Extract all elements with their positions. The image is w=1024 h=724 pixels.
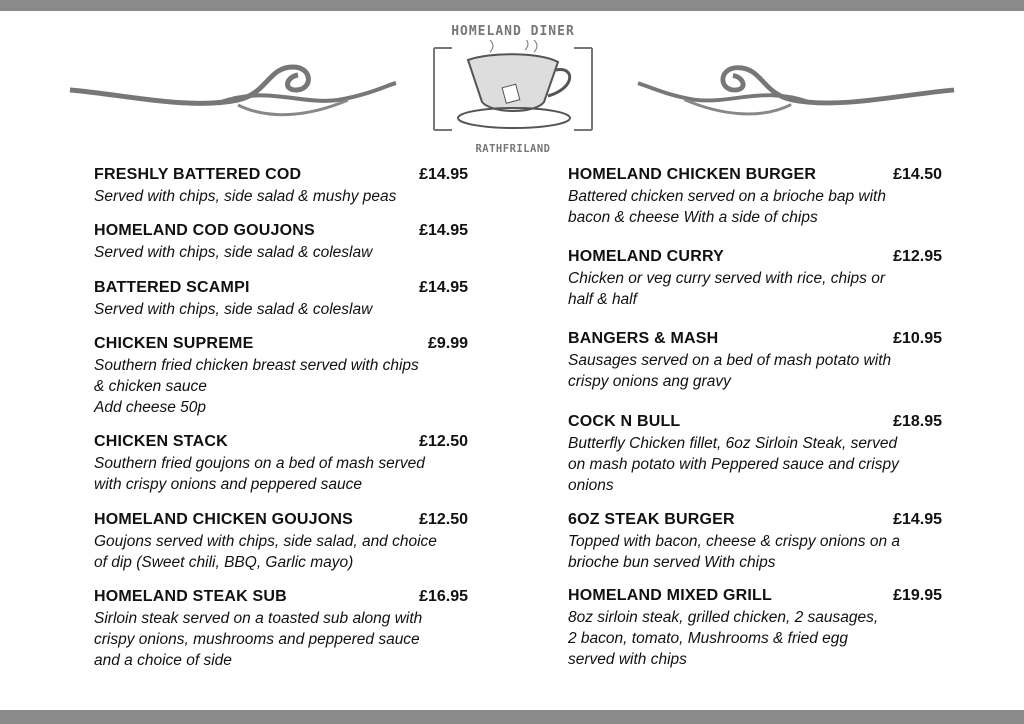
menu-item: [94, 221, 468, 263]
diner-logo: [430, 20, 596, 158]
left-flourish-icon: [68, 55, 398, 125]
item-name: HOMELAND CHICKEN BURGER: [568, 166, 817, 183]
item-description: [568, 531, 942, 573]
item-name: HOMELAND CURRY: [568, 248, 724, 265]
description-line: onions: [568, 477, 614, 494]
description-line: Served with chips, side salad & coleslaw: [94, 244, 373, 261]
logo-subtitle: RATHFRILAND: [475, 143, 551, 155]
item-name: HOMELAND COD GOUJONS: [94, 222, 315, 239]
item-name: BANGERS & MASH: [568, 330, 719, 347]
description-line: Sausages served on a bed of mash potato with: [568, 352, 892, 369]
item-price: £18.95: [893, 413, 942, 430]
item-description: [568, 186, 942, 228]
item-price: £14.95: [419, 279, 468, 296]
menu-item: [94, 587, 468, 671]
item-price: £12.95: [893, 248, 942, 265]
item-name: HOMELAND MIXED GRILL: [568, 587, 772, 604]
description-line: on mash potato with Peppered sauce and crispy: [568, 456, 899, 473]
description-line: Add cheese 50p: [94, 399, 207, 416]
menu-item: [568, 329, 942, 392]
item-name: CHICKEN STACK: [94, 433, 228, 450]
menu-item: [568, 510, 942, 573]
item-name: 6OZ STEAK BURGER: [568, 511, 735, 528]
description-line: half & half: [568, 291, 637, 308]
menu-item: [94, 334, 468, 418]
item-price: £10.95: [893, 330, 942, 347]
menu-item: [568, 412, 942, 496]
description-line: crispy onions, mushrooms and peppered sauce: [94, 631, 420, 648]
item-description: [568, 607, 942, 670]
bottom-border: [0, 710, 1024, 724]
item-price: £14.50: [893, 166, 942, 183]
menu-item: [94, 432, 468, 495]
item-name: HOMELAND STEAK SUB: [94, 588, 287, 605]
description-line: and a choice of side: [94, 652, 232, 669]
item-price: £14.95: [419, 166, 468, 183]
item-name: HOMELAND CHICKEN GOUJONS: [94, 511, 354, 528]
description-line: bacon & cheese With a side of chips: [568, 209, 818, 226]
description-line: Butterfly Chicken fillet, 6oz Sirloin Steak, served: [568, 435, 898, 452]
item-name: COCK N BULL: [568, 413, 681, 430]
description-line: Southern fried goujons on a bed of mash served: [94, 455, 425, 472]
description-line: of dip (Sweet chili, BBQ, Garlic mayo): [94, 554, 354, 571]
item-description: [568, 433, 942, 496]
description-line: Topped with bacon, cheese & crispy onions on a: [568, 533, 901, 550]
description-line: with crispy onions and peppered sauce: [94, 476, 362, 493]
item-price: £14.95: [419, 222, 468, 239]
description-line: Goujons served with chips, side salad, and choice: [94, 533, 437, 550]
description-line: 8oz sirloin steak, grilled chicken, 2 sausages,: [568, 609, 879, 626]
item-name: FRESHLY BATTERED COD: [94, 166, 302, 183]
item-description: [94, 299, 468, 320]
item-name: CHICKEN SUPREME: [94, 335, 254, 352]
description-line: 2 bacon, tomato, Mushrooms & fried egg: [568, 630, 849, 647]
description-line: Southern fried chicken breast served with chips: [94, 357, 419, 374]
item-description: [568, 268, 942, 310]
description-line: crispy onions ang gravy: [568, 373, 731, 390]
description-line: Battered chicken served on a brioche bap with: [568, 188, 886, 205]
description-line: Chicken or veg curry served with rice, chips or: [568, 270, 886, 287]
item-price: £19.95: [893, 587, 942, 604]
right-flourish-icon: [636, 55, 956, 125]
menu-item: [94, 165, 468, 207]
menu-item: [568, 586, 942, 670]
menu-item: [568, 247, 942, 310]
description-line: & chicken sauce: [94, 378, 207, 395]
menu-item: [94, 510, 468, 573]
description-line: Served with chips, side salad & mushy peas: [94, 188, 397, 205]
logo-title: HOMELAND DINER: [451, 24, 575, 39]
item-price: £12.50: [419, 433, 468, 450]
item-description: [94, 186, 468, 207]
item-description: [94, 608, 468, 671]
item-price: £12.50: [419, 511, 468, 528]
description-line: Served with chips, side salad & coleslaw: [94, 301, 373, 318]
description-line: brioche bun served With chips: [568, 554, 776, 571]
item-description: [94, 242, 468, 263]
description-line: served with chips: [568, 651, 687, 668]
item-price: £16.95: [419, 588, 468, 605]
item-description: [94, 531, 468, 573]
description-line: Sirloin steak served on a toasted sub along with: [94, 610, 423, 627]
top-border: [0, 0, 1024, 11]
item-description: [568, 350, 942, 392]
item-price: £14.95: [893, 511, 942, 528]
teacup-icon: [430, 40, 596, 140]
menu-item: [568, 165, 942, 228]
item-description: [94, 355, 468, 418]
item-price: £9.99: [427, 335, 468, 352]
menu-item: [94, 278, 468, 320]
item-name: BATTERED SCAMPI: [94, 279, 250, 296]
item-description: [94, 453, 468, 495]
